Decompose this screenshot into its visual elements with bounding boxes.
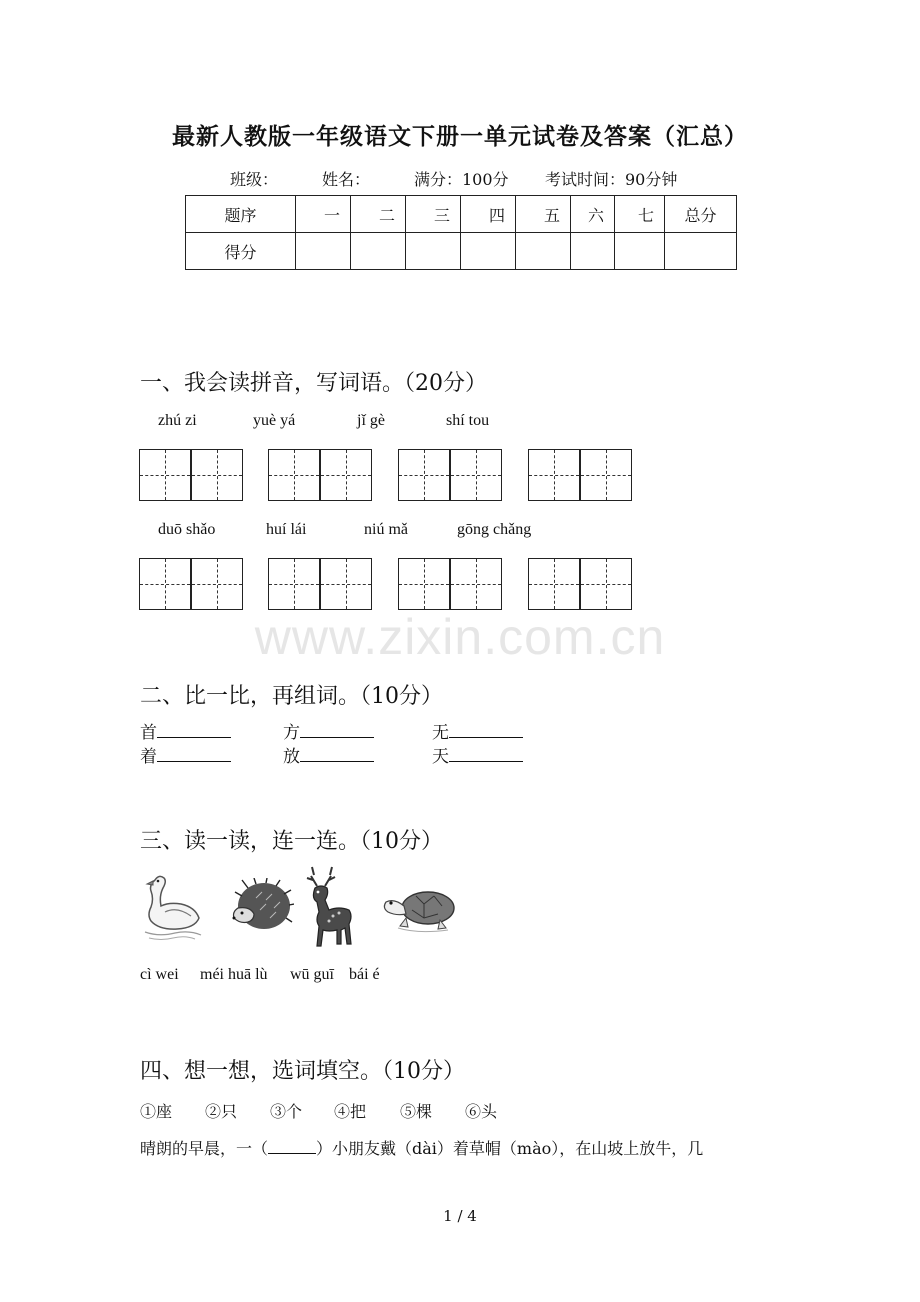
writing-box[interactable] xyxy=(398,449,450,501)
compare-item xyxy=(432,718,523,743)
word-option: ②只 xyxy=(205,1102,238,1121)
compare-item xyxy=(283,718,374,743)
score-cell[interactable] xyxy=(406,233,461,270)
writing-box[interactable] xyxy=(580,558,632,610)
writing-box[interactable] xyxy=(268,449,320,501)
score-cell[interactable] xyxy=(461,233,516,270)
answer-blank[interactable] xyxy=(300,723,374,738)
pinyin-label: shí tou xyxy=(446,412,490,429)
pinyin-label: huí lái xyxy=(266,521,307,538)
header-cell: 题序 xyxy=(186,196,296,233)
header-cell: 总分 xyxy=(665,196,737,233)
answer-blank[interactable] xyxy=(449,723,523,738)
pinyin-option[interactable]: wū guī xyxy=(290,966,334,983)
answer-blank[interactable] xyxy=(157,747,231,762)
writing-box[interactable] xyxy=(320,558,372,610)
compare-item xyxy=(140,718,231,743)
score-row-label: 得分 xyxy=(186,233,296,270)
header-cell: 一 xyxy=(296,196,351,233)
pinyin-label: duō shǎo xyxy=(158,521,216,538)
pinyin-label: gōng chǎng xyxy=(457,521,532,538)
pinyin-label: yuè yá xyxy=(253,412,296,429)
compare-char: 着 xyxy=(140,747,157,767)
section3-heading: 三、读一读，连一连。（10分） xyxy=(140,829,443,854)
turtle-icon[interactable] xyxy=(382,884,460,936)
score-cell[interactable] xyxy=(571,233,615,270)
fill-sentence xyxy=(140,1136,703,1159)
writing-box[interactable] xyxy=(320,449,372,501)
header-cell: 二 xyxy=(351,196,406,233)
compare-char: 方 xyxy=(283,723,300,743)
deer-icon[interactable] xyxy=(303,866,355,950)
header-cell: 四 xyxy=(461,196,516,233)
writing-box[interactable] xyxy=(528,558,580,610)
score-cell[interactable] xyxy=(665,233,737,270)
section4-heading: 四、想一想，选词填空。（10分） xyxy=(140,1059,465,1084)
score-table-header-row xyxy=(186,196,737,233)
swan-icon[interactable] xyxy=(141,872,205,942)
writing-box[interactable] xyxy=(191,449,243,501)
word-option: ③个 xyxy=(270,1102,303,1121)
writing-box[interactable] xyxy=(450,449,502,501)
pinyin-option[interactable]: bái é xyxy=(349,966,380,983)
sentence-part: ）小朋友戴（dài）着草帽（mào），在山坡上放牛，几 xyxy=(316,1139,704,1158)
answer-blank[interactable] xyxy=(157,723,231,738)
watermark: www.zixin.com.cn xyxy=(254,609,666,665)
class-label: 班级： xyxy=(230,170,279,189)
score-cell[interactable] xyxy=(351,233,406,270)
answer-blank[interactable] xyxy=(268,1141,316,1154)
compare-char: 首 xyxy=(140,723,157,743)
compare-item xyxy=(432,742,523,767)
section2-heading: 二、比一比，再组词。（10分） xyxy=(140,684,443,709)
answer-blank[interactable] xyxy=(300,747,374,762)
compare-char: 放 xyxy=(283,747,300,767)
answer-blank[interactable] xyxy=(449,747,523,762)
score-table xyxy=(185,195,737,270)
score-cell[interactable] xyxy=(615,233,665,270)
pinyin-label: niú mǎ xyxy=(364,521,408,538)
score-cell[interactable] xyxy=(296,233,351,270)
writing-box[interactable] xyxy=(398,558,450,610)
writing-box[interactable] xyxy=(450,558,502,610)
writing-box[interactable] xyxy=(268,558,320,610)
pinyin-label: zhú zi xyxy=(158,412,197,429)
page-title: 最新人教版一年级语文下册一单元试卷及答案（汇总） xyxy=(172,123,748,150)
writing-box[interactable] xyxy=(528,449,580,501)
compare-item xyxy=(140,742,231,767)
word-option: ⑤棵 xyxy=(400,1102,433,1121)
sentence-part: 晴朗的早晨，一（ xyxy=(140,1139,269,1158)
header-cell: 三 xyxy=(406,196,461,233)
page-number: 1 / 4 xyxy=(443,1207,477,1225)
hedgehog-icon[interactable] xyxy=(230,878,294,934)
writing-box[interactable] xyxy=(139,449,191,501)
writing-box[interactable] xyxy=(139,558,191,610)
header-cell: 七 xyxy=(615,196,665,233)
compare-item xyxy=(283,742,374,767)
pinyin-option[interactable]: méi huā lù xyxy=(200,966,268,983)
word-option: ①座 xyxy=(140,1102,173,1121)
pinyin-option[interactable]: cì wei xyxy=(140,966,179,983)
word-option: ⑥头 xyxy=(465,1102,498,1121)
score-cell[interactable] xyxy=(516,233,571,270)
name-label: 姓名： xyxy=(322,170,371,189)
compare-char: 无 xyxy=(432,723,449,743)
full-score-label: 满分：100分 xyxy=(414,170,509,189)
compare-char: 天 xyxy=(432,747,449,767)
header-cell: 五 xyxy=(516,196,571,233)
time-label: 考试时间：90分钟 xyxy=(545,170,678,189)
header-cell: 六 xyxy=(571,196,615,233)
pinyin-label: jǐ gè xyxy=(357,412,385,429)
score-table-score-row xyxy=(186,233,737,270)
section1-heading: 一、我会读拼音，写词语。（20分） xyxy=(140,371,487,396)
writing-box[interactable] xyxy=(191,558,243,610)
word-option: ④把 xyxy=(334,1102,367,1121)
writing-box[interactable] xyxy=(580,449,632,501)
